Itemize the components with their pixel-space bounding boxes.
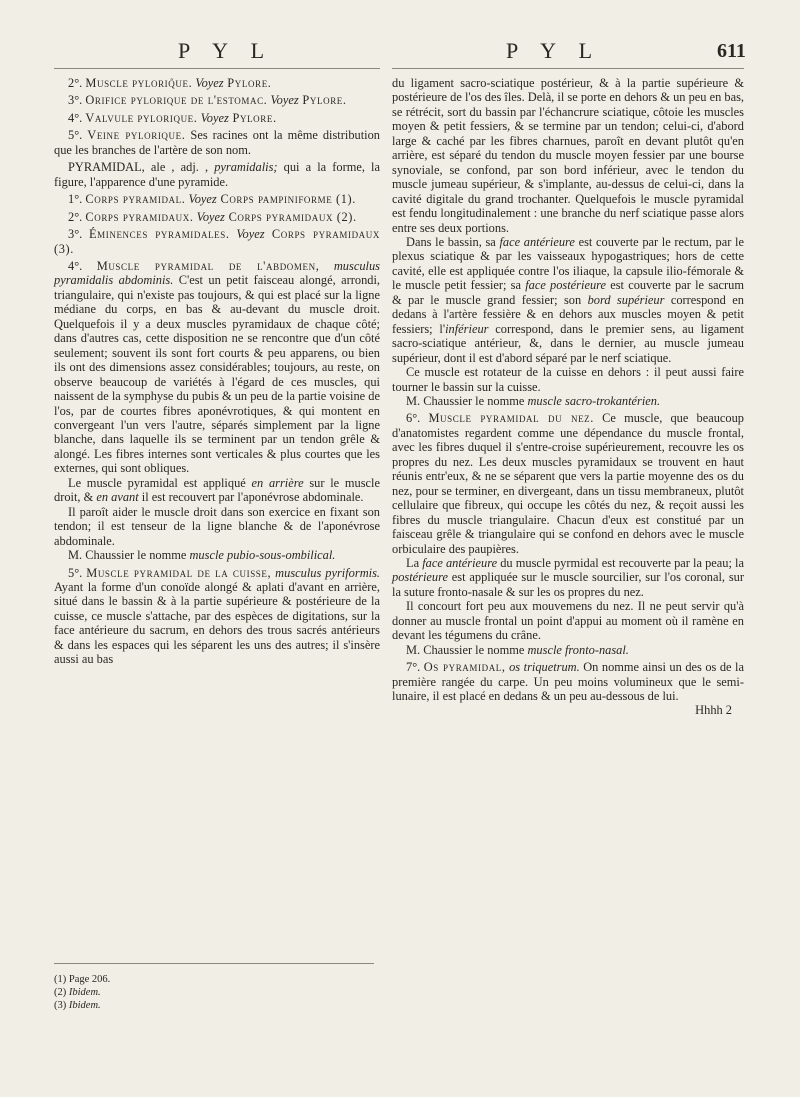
paragraph-text: Il concourt fort peu aux mouvemens du nez. Il ne peut servir qu'à donner au muscle frontal un point d'appui au moment où il ramène en devant les tégumens du crâne.	[392, 599, 744, 643]
paragraph-text: M. Chaussier le nomme	[406, 642, 525, 657]
entry-corps-pyramidal	[54, 192, 380, 206]
paragraph-usage	[54, 505, 380, 548]
entry-heading: Muscle pyramidal de l'abdomen,	[96, 258, 320, 273]
entry-heading: Veine pylorique.	[87, 128, 186, 143]
cross-ref: Voyez	[188, 192, 217, 207]
paragraph-text: il est recouvert par l'aponévrose abdominale.	[138, 490, 364, 505]
italic-term: muscle pubio-sous-ombilical.	[186, 548, 336, 563]
italic-term: face antérieure	[419, 555, 498, 570]
entry-number: 4°.	[68, 110, 83, 125]
cross-ref: Voyez	[196, 209, 225, 224]
italic-term: en arrière	[245, 475, 304, 490]
paragraph-text: M. Chaussier le nomme	[68, 548, 187, 563]
latin-term: musculus pyramidalis abdominis.	[54, 258, 380, 288]
entry-heading: Valvule pylorique.	[85, 110, 198, 125]
paragraph-usage	[392, 599, 744, 642]
paragraph-text: correspond en dedans à l'artère fessière & en dehors aux muscles moyen & petit fessiers; l'	[392, 292, 744, 336]
paragraph-text: est appliquée sur le muscle sourcilier, sur l'os coronal, sur la suture fronto-nasale & sur les os propres du nez.	[392, 570, 744, 599]
footnote-text: Ibidem.	[68, 1000, 101, 1011]
latin-term: musculus pyriformis.	[271, 565, 381, 580]
entry-text: Ses racines ont la même distribution que les branches de l'artère de son nom.	[54, 128, 380, 157]
entry-text: C'est un petit faisceau alongé, arrondi, triangulaire, qui n'existe pas toujours, & qui est placé sur la ligne médiane du corps, en bas & au-devant du muscle droit. Quelquefois il y a deux muscles pyramidaux de chaque côté; dans d'autres cas, cette disposition ne se rencontre que d'un côté seulement; souvent ils sont fort courts & peu apparens, ou bien ils ont des dimensions assez considérables; toujours, au reste, on observe beaucoup de variétés à l'égard de ces muscles, qui naissent de la symphyse du pubis & un peu de la partie voisine de l'os, par de courtes fibres aponévrotiques, & qui montent en convergeant l'un vers l'autre, séparés simplement par la ligne blanche, dans laquelle ils se terminent par un tendon grêle & alongé. Les fibres internes sont verticales & plus courtes que les externes, qui sont obliques.	[54, 273, 380, 476]
cross-ref: Voyez	[270, 93, 299, 108]
entry-number: 7°.	[406, 660, 421, 675]
entry-os-pyramidal	[392, 660, 744, 703]
footnote-mark: (3)	[54, 1000, 67, 1011]
footnote	[54, 999, 110, 1012]
entry-text: Ayant la forme d'un conoïde alongé & aplati d'avant en arrière, situé dans le bassin & à la partie supérieure & postérieure de la cuisse, ce muscle s'attache, par des espèces de digitations, sur la face antérieure du sacrum, en dehors des trous sacrés antérieurs & dans les espaces qui les séparent les uns des autres; il s'insère aussi au bas	[54, 579, 380, 667]
grammar-note: , ale , adj. ,	[141, 160, 209, 175]
italic-term: bord supérieur	[581, 292, 665, 307]
cross-ref: Voyez	[195, 76, 224, 90]
entry-corps-pyramidaux	[54, 210, 380, 224]
paragraph-text: Le muscle pyramidal est appliqué	[68, 475, 246, 490]
italic-term: muscle sacro-trokantérien.	[524, 393, 661, 408]
paragraph-text: sur le muscle droit, &	[54, 475, 380, 505]
paragraph-chaussier	[392, 394, 744, 408]
right-column	[392, 76, 744, 718]
footnote-mark: (2)	[54, 987, 67, 998]
entry-heading: Éminences pyramidales.	[88, 227, 230, 242]
cross-ref-target: Pylore.	[298, 93, 347, 108]
italic-term: muscle fronto-nasal.	[524, 642, 629, 657]
latin-term: pyramidalis;	[208, 160, 278, 175]
paragraph-chaussier	[54, 548, 380, 562]
cross-ref: Voyez	[200, 110, 229, 125]
paragraph-text: La	[406, 555, 420, 570]
paragraph-usage	[392, 365, 744, 394]
paragraph-text: est couverte par le sacrum & par le muscle grand fessier; son	[392, 278, 744, 307]
entry-orifice-pylorique	[54, 93, 380, 107]
cross-ref-target: Corps pyramidaux (3).	[54, 227, 380, 256]
footnotes	[54, 973, 110, 1012]
entry-number: 3°.	[68, 227, 83, 242]
right-running-title: P Y L	[506, 38, 602, 63]
paragraph-rapports	[392, 556, 744, 599]
footnote-mark: (1)	[54, 974, 67, 985]
entry-text: On nomme ainsi un des os de la première rangée du carpe. Un peu moins volumineux que le semi-lunaire, il est placé en dedans & un peu au-dessous de lui.	[392, 660, 744, 704]
headword: PYRAMIDAL	[68, 160, 142, 175]
paragraph-rapports	[392, 235, 744, 365]
header-rule-left	[54, 68, 380, 69]
entry-number: 4°.	[68, 258, 83, 273]
entry-heading: Corps pyramidal.	[85, 192, 186, 207]
entry-valvule-pylorique	[54, 111, 380, 125]
latin-term: os triquetrum.	[505, 660, 580, 675]
left-running-title: P Y L	[178, 38, 274, 63]
entry-number: 2°.	[68, 76, 83, 90]
entry-muscle-pyramidal-cuisse	[54, 566, 380, 667]
entry-number: 1°.	[68, 192, 83, 207]
cross-ref-target: Pylore.	[228, 110, 277, 125]
footnote	[54, 986, 110, 999]
left-column	[54, 76, 380, 667]
entry-number: 5°.	[68, 565, 83, 580]
italic-term: face postérieure	[520, 278, 607, 293]
footnote-text: Page 206.	[68, 974, 111, 985]
header-rule-right	[392, 68, 744, 69]
paragraph-chaussier	[392, 643, 744, 657]
entry-eminences-pyramidales	[54, 227, 380, 256]
entry-number: 6°.	[406, 411, 421, 426]
entry-heading: Orifice pylorique de l'estomac.	[85, 93, 268, 108]
paragraph-text: Ce muscle est rotateur de la cuisse en dehors : il peut aussi faire tourner le bassin sur la cuisse.	[392, 365, 744, 394]
italic-term: face antérieure	[495, 234, 575, 249]
entry-pyramidal	[54, 160, 380, 189]
paragraph-text: est couverte par le rectum, par le plexus sciatique & par les vaisseaux hypogastriques; hors de cette cavité, elle est appliquée contre l'os iliaque, la capsule ilio-fémorale & le muscle petit fessier; sa	[392, 234, 744, 293]
entry-number: 3°.	[68, 93, 83, 108]
italic-term: en avant	[93, 490, 139, 505]
paragraph-rapports	[54, 476, 380, 505]
cross-ref-target: Corps pyramidaux (2).	[224, 209, 357, 224]
signature-mark: Hhhh 2	[695, 703, 732, 718]
running-header	[0, 38, 800, 68]
paragraph-text: Dans le bassin, sa	[406, 234, 496, 249]
entry-veine-pylorique	[54, 128, 380, 157]
entry-muscle-pyramidal-nez	[392, 411, 744, 556]
entry-heading: Muscle pyramidal du nez.	[428, 411, 594, 426]
entry-heading: Muscle pyloriq̃ue.	[85, 76, 193, 90]
paragraph-continuation	[392, 76, 744, 235]
paragraph-text: du ligament sacro-sciatique postérieur, & à la partie supérieure & postérieure de l'os des îles. Delà, il se porte en dehors & un peu en bas, se rétrécit, sort du bassin par l'échancrure sciatique, côtoie les muscles moyen & petit fessiers, & se termine par un tendon; celui-ci, d'abord large & caché par les fibres charnues, paroît en devant plutôt qu'en arrière, est séparé du tendon du muscle moyen fessier par une bourse synoviale, se confond, par son bord inférieur, avec le tendon du muscle jumeau supérieur, & s'implante, au-dessus de celui-ci, dans la cavité digitale du grand trochanter. Quelquefois le muscle pyramidal est fendu longitudinalement : une branche du nerf sciatique passe alors entre ses deux portions.	[392, 76, 744, 235]
paragraph-text: du muscle pyrmidal est recouverte par la peau; la	[497, 555, 744, 570]
footnote-rule	[54, 963, 374, 964]
entry-text: Ce muscle, que beaucoup d'anatomistes regardent comme une dépendance du muscle frontal, avec les fibres duquel il s'entre-croise supérieurement, recouvre les os propres du nez. Les deux muscles pyramidaux se trouvent en haut réunis entr'eux, & ne se séparent que vers la partie moyenne des os du nez, pour se terminer, en divergeant, dans un tissu membraneux, plutôt cellulaire que fibreux, qui occupe les côtés du nez, & reçoit aussi les fibres du muscle triangulaire. Chacun d'eux est constitué par un faisceau grêle & triangulaire qui se confond en dehors avec le muscle orbiculaire des paupières.	[392, 411, 745, 556]
cross-ref-target: Pylore.	[223, 76, 272, 90]
page-number: 611	[717, 40, 746, 62]
entry-text: qui a la forme, la figure, l'apparence d'une pyramide.	[54, 160, 380, 189]
entry-muscle-pylorique	[54, 76, 380, 90]
entry-heading: Os pyramidal,	[423, 660, 506, 675]
entry-heading: Muscle pyramidal de la cuisse,	[86, 565, 272, 580]
italic-term: inférieur	[445, 321, 489, 336]
entry-number: 5°.	[68, 128, 83, 143]
paragraph-text: correspond, dans le premier sens, au ligament sacro-sciatique antérieur, &, dans le dernier, au muscle jumeau supérieur, dont il est d'abord séparé par le nerf sciatique.	[392, 321, 744, 365]
paragraph-text: M. Chaussier le nomme	[406, 393, 525, 408]
cross-ref: Voyez	[236, 227, 265, 242]
paragraph-text: Il paroît aider le muscle droit dans son exercice en fixant son tendon; il est tenseur de la ligne blanche & de l'aponévrose abdominale.	[54, 504, 380, 548]
entry-number: 2°.	[68, 209, 83, 224]
italic-term: postérieure	[392, 570, 448, 585]
entry-heading: Corps pyramidaux.	[85, 209, 194, 224]
cross-ref-target: Corps pampiniforme (1).	[216, 192, 356, 207]
footnote	[54, 973, 110, 986]
entry-muscle-pyramidal-abdomen	[54, 259, 380, 476]
footnote-text: Ibidem.	[68, 987, 101, 998]
